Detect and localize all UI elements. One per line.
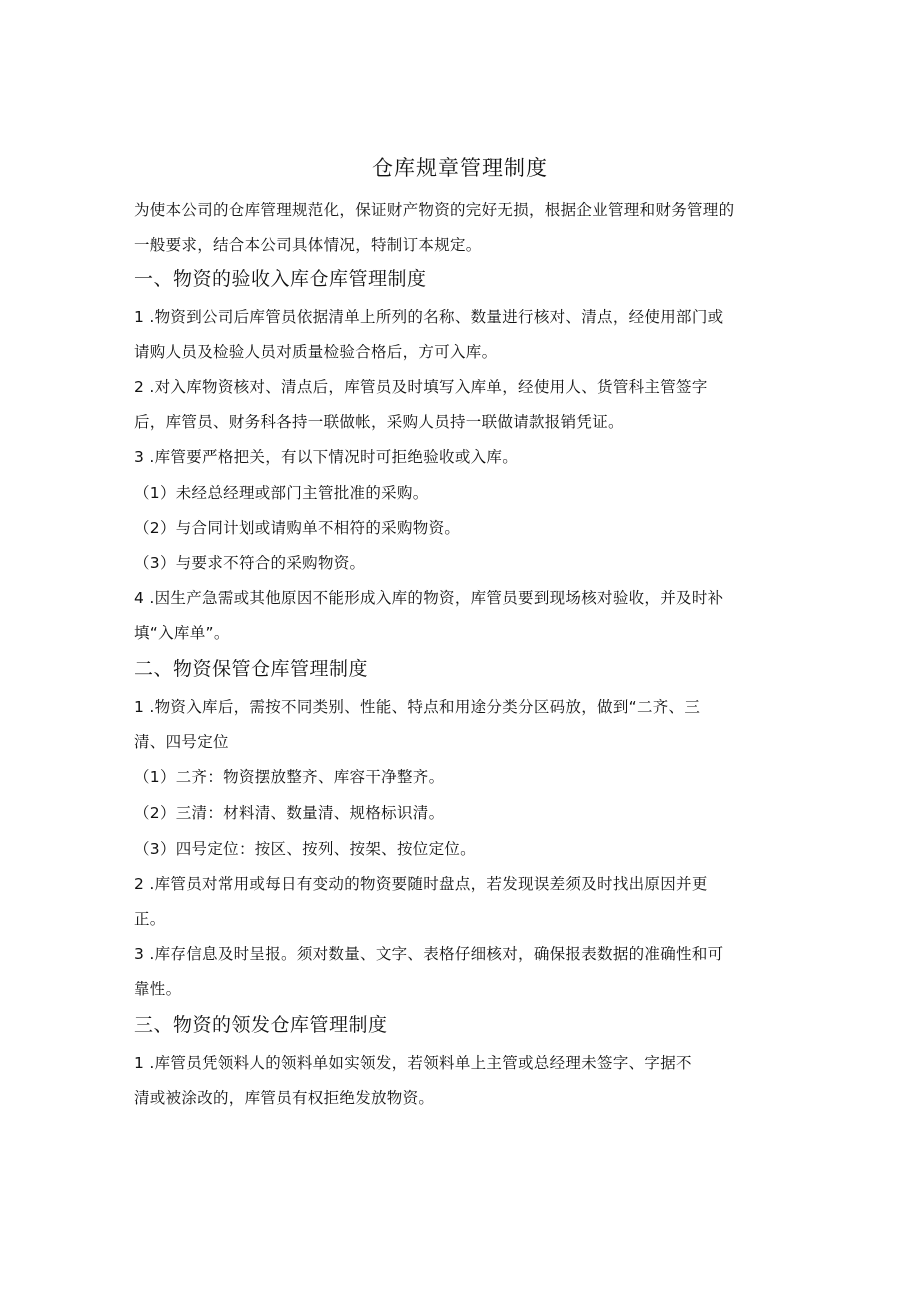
document-title: 仓库规章管理制度	[372, 156, 548, 180]
section-1-sub-2: （2）与合同计划或请购单不相符的采购物资。	[134, 519, 461, 537]
section-2-item-2	[134, 867, 794, 937]
section-1-item-2	[134, 370, 794, 440]
section-2-item-1-line-1: 1 .物资入库后，需按不同类别、性能、特点和用途分类分区码放，做到“二齐、三	[134, 698, 701, 716]
section-1-item-2-line-1: 2 .对入库物资核对、清点后，库管员及时填写入库单，经使用人、货管科主管签字	[134, 378, 708, 396]
section-1-item-3: 3 .库管要严格把关，有以下情况时可拒绝验收或入库。	[134, 448, 519, 466]
section-2-item-1-line-2: 清、四号定位	[134, 733, 229, 751]
section-1-sub-1: （1）未经总经理或部门主管批准的采购。	[134, 484, 429, 502]
section-1-item-4-line-2: 填“入库单”。	[134, 624, 230, 642]
section-2-item-2-line-1: 2 .库管员对常用或每日有变动的物资要随时盘点，若发现误差须及时找出原因并更	[134, 875, 708, 893]
section-2-item-3	[134, 937, 794, 1007]
section-3-item-1-line-1: 1 .库管员凭领料人的领料单如实领发，若领料单上主管或总经理未签字、字据不	[134, 1054, 692, 1072]
section-2-item-3-line-2: 靠性。	[134, 980, 182, 998]
section-3-item-1	[134, 1046, 794, 1116]
section-2-sub-3: （3）四号定位：按区、按列、按架、按位定位。	[134, 840, 476, 858]
section-2-item-3-line-1: 3 .库存信息及时呈报。须对数量、文字、表格仔细核对，确保报表数据的准确性和可	[134, 945, 724, 963]
section-2-item-2-line-2: 正。	[134, 910, 166, 928]
section-1-item-1-line-1: 1 .物资到公司后库管员依据清单上所列的名称、数量进行核对、清点，经使用部门或	[134, 308, 724, 326]
section-2-heading: 二、物资保管仓库管理制度	[134, 658, 369, 680]
section-3-item-1-line-2: 清或被涂改的，库管员有权拒绝发放物资。	[134, 1089, 435, 1107]
intro-paragraph	[134, 193, 794, 263]
section-1-heading: 一、物资的验收入库仓库管理制度	[134, 268, 427, 290]
section-2-item-1	[134, 690, 794, 760]
section-1-item-4-line-1: 4 .因生产急需或其他原因不能形成入库的物资，库管员要到现场核对验收，并及时补	[134, 589, 724, 607]
section-2-sub-2: （2）三清：材料清、数量清、规格标识清。	[134, 804, 445, 822]
section-1-item-1-line-2: 请购人员及检验人员对质量检验合格后，方可入库。	[134, 343, 498, 361]
section-3-heading: 三、物资的领发仓库管理制度	[134, 1014, 388, 1036]
section-1-sub-3: （3）与要求不符合的采购物资。	[134, 554, 366, 572]
section-2-sub-1: （1）二齐：物资摆放整齐、库容干净整齐。	[134, 768, 445, 786]
intro-line-2: 一般要求，结合本公司具体情况，特制订本规定。	[134, 236, 482, 254]
section-1-item-4	[134, 581, 794, 651]
section-1-item-1	[134, 300, 794, 370]
intro-line-1: 为使本公司的仓库管理规范化，保证财产物资的完好无损，根据企业管理和财务管理的	[134, 201, 735, 219]
section-1-item-2-line-2: 后，库管员、财务科各持一联做帐，采购人员持一联做请款报销凭证。	[134, 413, 624, 431]
